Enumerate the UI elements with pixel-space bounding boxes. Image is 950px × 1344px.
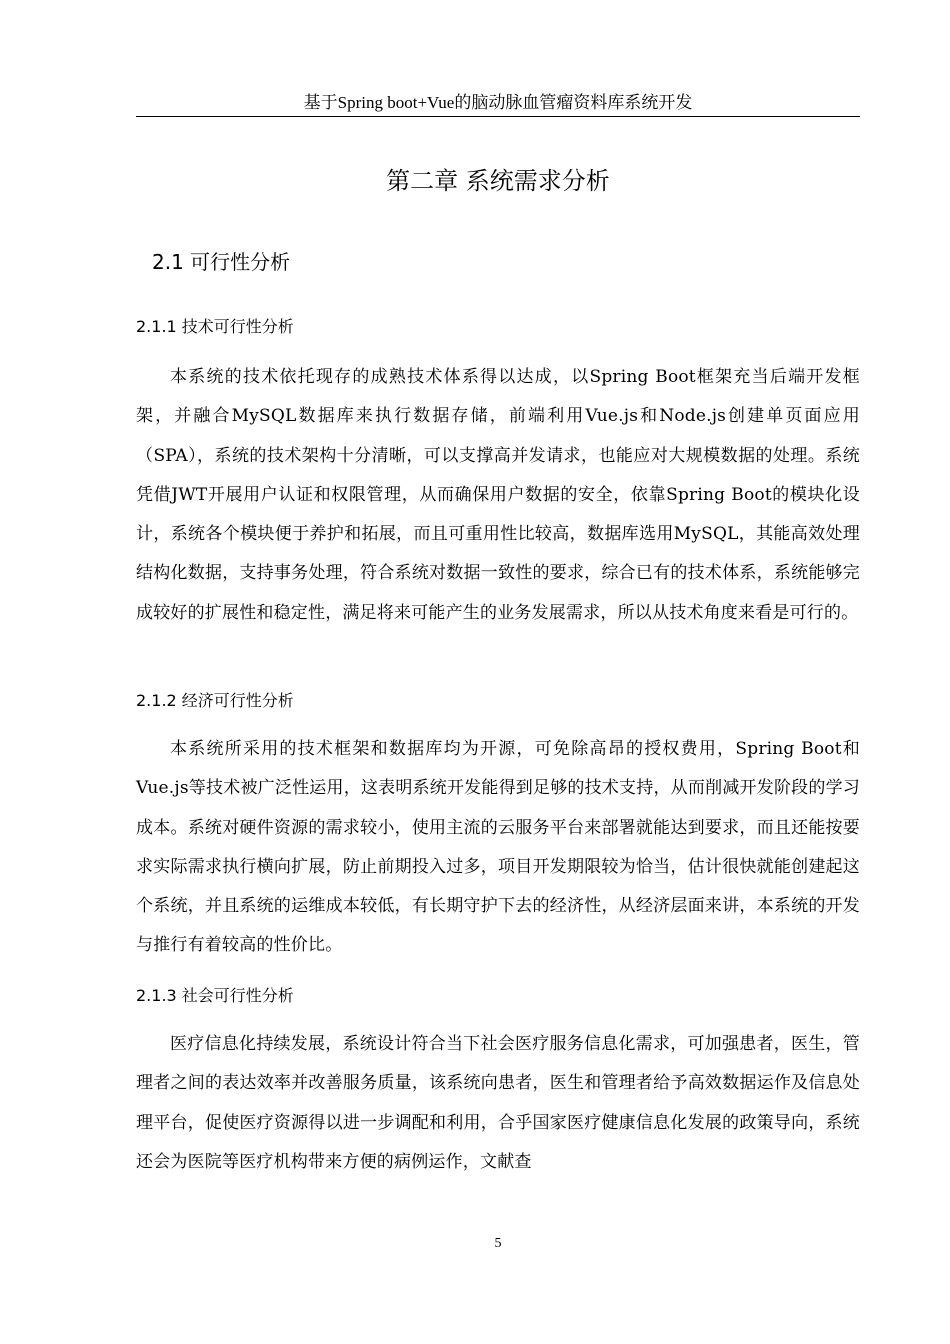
paragraph-social: 医疗信息化持续发展，系统设计符合当下社会医疗服务信息化需求，可加强患者，医生，管理者之间的表达效率并改善服务质量，该系统向患者，医生和管理者给予高效数据运作及信息处理平台，促使医疗资源得以进一步调配和利用，合乎国家医疗健康信息化发展的政策导向，系统还会为医院等医疗机构带来方便的病例运作，文献查 [136,1034,860,1172]
paragraph-economic: 本系统所采用的技术框架和数据库均为开源，可免除高昂的授权费用，Spring Boot和Vue.js等技术被广泛性运用，这表明系统开发能得到足够的技术支持，从而削减开发阶段的学习成本。系统对硬件资源的需求较小，使用主流的云服务平台来部署就能达到要求，而且还能按要求实际需求执行横向扩展，防止前期投入过多，项目开发期限较为恰当，估计很快就能创建起这个系统，并且系统的运维成本较低，有长期守护下去的经济性，从经济层面来讲，本系统的开发与推行有着较高的性价比。 [136,739,860,956]
subsection-title-technical: 2.1.1 技术可行性分析 [136,317,294,336]
paragraph-technical: 本系统的技术依托现存的成熟技术体系得以达成，以Spring Boot框架充当后端开发框架，并融合MySQL数据库来执行数据存储，前端利用Vue.js和Node.js创建单页面应用（SPA），系统的技术架构十分清晰，可以支撑高并发请求，也能应对大规模数据的处理。系统凭借JWT开展用户认证和权限管理，从而确保用户数据的安全，依靠Spring Boot的模块化设计，系统各个模块便于养护和拓展，而且可重用性比较高，数据库选用MySQL，其能高效处理结构化数据，支持事务处理，符合系统对数据一致性的要求，综合已有的技术体系，系统能够完成较好的扩展性和稳定性，满足将来可能产生的业务发展需求，所以从技术角度来看是可行的。 [136,367,860,623]
section-title: 2.1 可行性分析 [152,250,291,274]
chapter-title: 第二章 系统需求分析 [386,167,610,195]
header-rule [136,116,860,117]
page-number: 5 [494,1236,502,1251]
subsection-title-social: 2.1.3 社会可行性分析 [136,986,294,1005]
running-header: 基于Spring boot+Vue的脑动脉血管瘤资料库系统开发 [303,93,693,112]
subsection-title-economic: 2.1.2 经济可行性分析 [136,691,294,710]
